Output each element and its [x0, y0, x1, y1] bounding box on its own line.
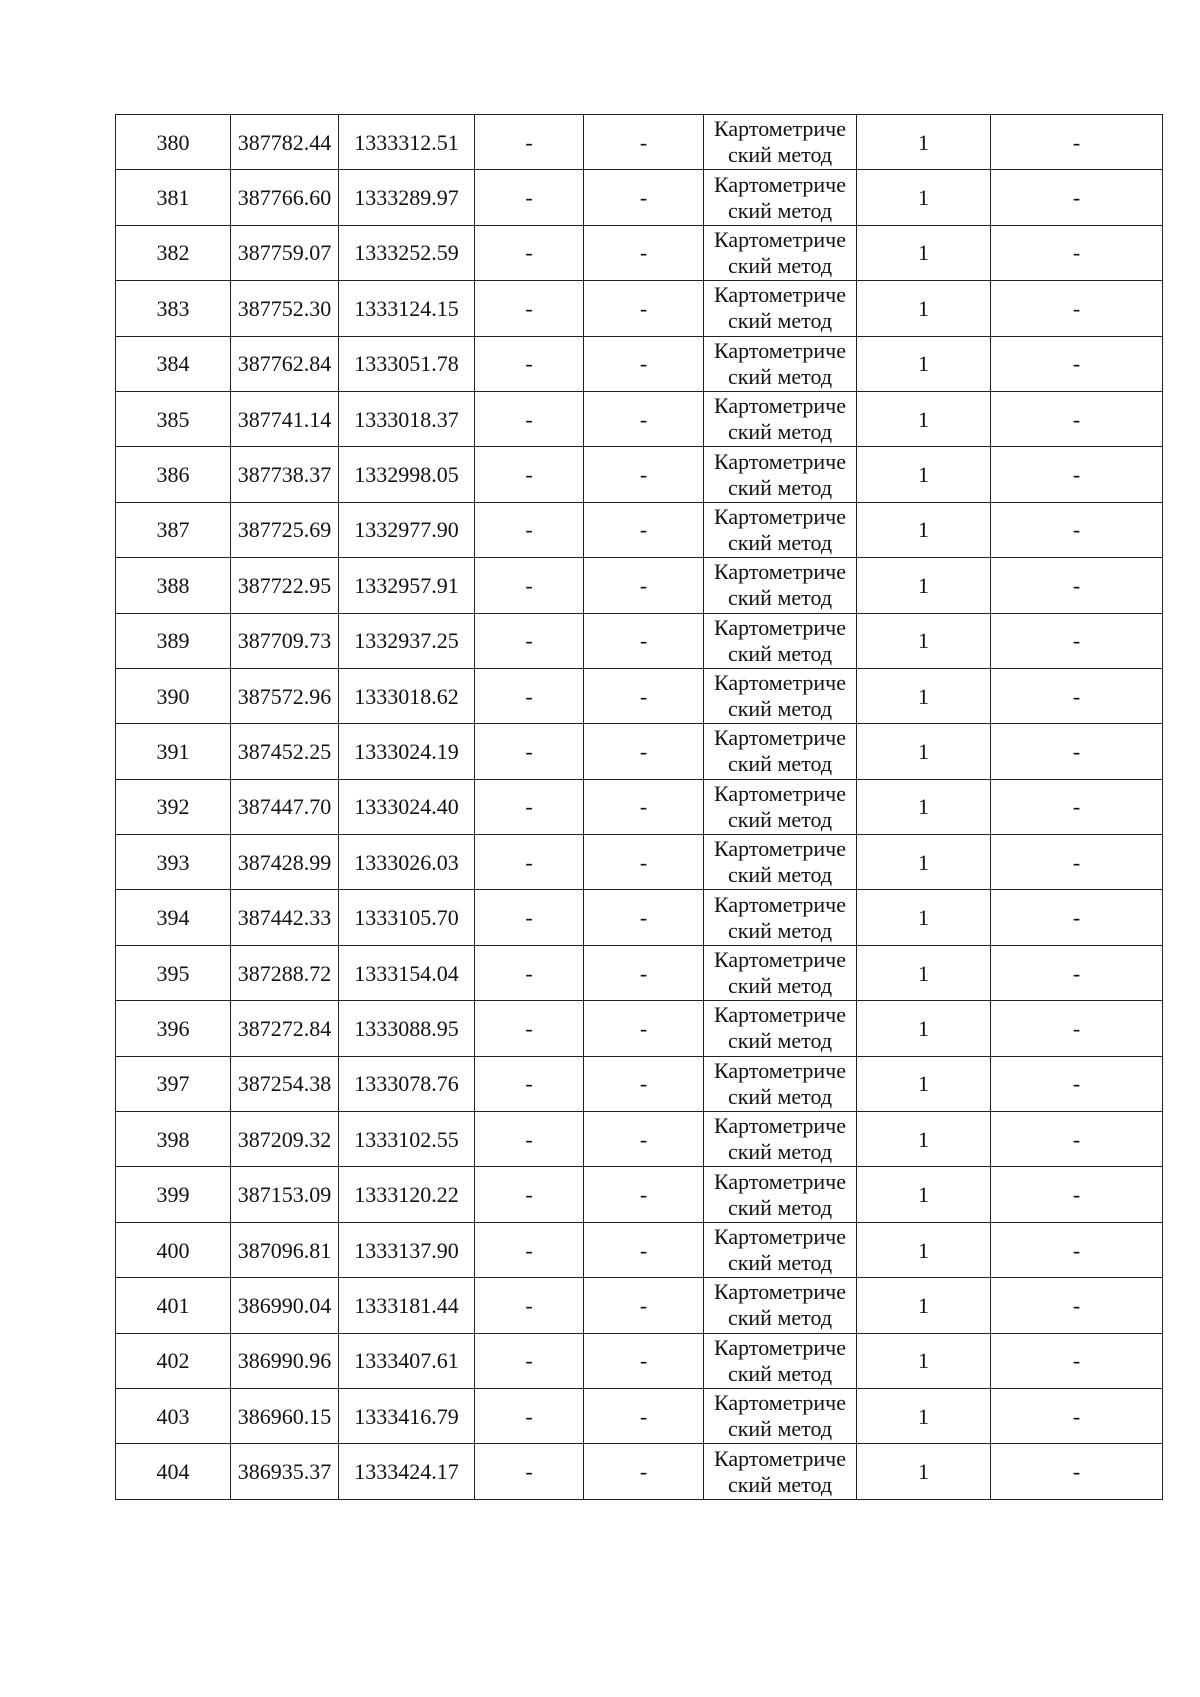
column-4-cell: - [475, 115, 584, 170]
method-line: Картометриче [714, 670, 846, 696]
method-cell [704, 1333, 857, 1388]
x-coordinate-cell: 386935.37 [231, 1444, 339, 1499]
column-4-cell: - [475, 447, 584, 502]
accuracy-cell: 1 [857, 170, 991, 225]
point-number-cell: 403 [116, 1388, 231, 1443]
accuracy-cell: 1 [857, 558, 991, 613]
x-coordinate-cell: 387153.09 [231, 1167, 339, 1222]
method-line: Картометриче [714, 282, 846, 308]
table-row [116, 502, 1163, 557]
column-4-cell: - [475, 170, 584, 225]
column-5-cell: - [584, 1333, 704, 1388]
method-line: Картометриче [714, 725, 846, 751]
column-5-cell: - [584, 225, 704, 280]
method-cell [704, 391, 857, 446]
method-line: ский метод [727, 197, 833, 223]
y-coordinate-cell: 1332998.05 [339, 447, 475, 502]
y-coordinate-cell: 1333124.15 [339, 281, 475, 336]
x-coordinate-cell: 387752.30 [231, 281, 339, 336]
method-line: Картометриче [714, 116, 846, 142]
column-8-cell: - [991, 170, 1163, 225]
method-line: Картометриче [714, 1002, 846, 1028]
column-4-cell: - [475, 558, 584, 613]
x-coordinate-cell: 387428.99 [231, 835, 339, 890]
x-coordinate-cell: 387782.44 [231, 115, 339, 170]
x-coordinate-cell: 387447.70 [231, 779, 339, 834]
column-5-cell: - [584, 945, 704, 1000]
method-cell [704, 1056, 857, 1111]
table-row [116, 170, 1163, 225]
x-coordinate-cell: 386990.04 [231, 1278, 339, 1333]
method-cell [704, 1444, 857, 1499]
column-5-cell: - [584, 890, 704, 945]
method-cell [704, 1167, 857, 1222]
method-cell [704, 613, 857, 668]
x-coordinate-cell: 386960.15 [231, 1388, 339, 1443]
accuracy-cell: 1 [857, 890, 991, 945]
x-coordinate-cell: 387096.81 [231, 1222, 339, 1277]
y-coordinate-cell: 1333407.61 [339, 1333, 475, 1388]
table-row [116, 558, 1163, 613]
column-4-cell: - [475, 668, 584, 723]
column-4-cell: - [475, 613, 584, 668]
column-4-cell: - [475, 890, 584, 945]
column-4-cell: - [475, 502, 584, 557]
accuracy-cell: 1 [857, 1444, 991, 1499]
table-row [116, 779, 1163, 834]
y-coordinate-cell: 1333088.95 [339, 1001, 475, 1056]
x-coordinate-cell: 387722.95 [231, 558, 339, 613]
accuracy-cell: 1 [857, 668, 991, 723]
method-line: Картометриче [714, 1390, 846, 1416]
accuracy-cell: 1 [857, 391, 991, 446]
column-5-cell: - [584, 668, 704, 723]
y-coordinate-cell: 1333154.04 [339, 945, 475, 1000]
column-8-cell: - [991, 835, 1163, 890]
accuracy-cell: 1 [857, 1388, 991, 1443]
column-4-cell: - [475, 391, 584, 446]
method-cell [704, 225, 857, 280]
x-coordinate-cell: 387209.32 [231, 1112, 339, 1167]
column-4-cell: - [475, 281, 584, 336]
column-8-cell: - [991, 1056, 1163, 1111]
column-8-cell: - [991, 1112, 1163, 1167]
column-4-cell: - [475, 724, 584, 779]
method-line: ский метод [727, 142, 833, 168]
accuracy-cell: 1 [857, 779, 991, 834]
column-4-cell: - [475, 945, 584, 1000]
method-line: ский метод [727, 1250, 833, 1275]
table-row [116, 115, 1163, 170]
method-line: ский метод [727, 862, 833, 888]
point-number-cell: 382 [116, 225, 231, 280]
accuracy-cell: 1 [857, 1278, 991, 1333]
column-4-cell: - [475, 336, 584, 391]
column-5-cell: - [584, 447, 704, 502]
x-coordinate-cell: 386990.96 [231, 1333, 339, 1388]
method-line: Картометриче [714, 780, 846, 806]
column-8-cell: - [991, 890, 1163, 945]
column-4-cell: - [475, 779, 584, 834]
table-body [116, 115, 1163, 1500]
x-coordinate-cell: 387725.69 [231, 502, 339, 557]
point-number-cell: 386 [116, 447, 231, 502]
column-8-cell: - [991, 225, 1163, 280]
y-coordinate-cell: 1333078.76 [339, 1056, 475, 1111]
point-number-cell: 393 [116, 835, 231, 890]
column-4-cell: - [475, 1001, 584, 1056]
y-coordinate-cell: 1333312.51 [339, 115, 475, 170]
column-5-cell: - [584, 170, 704, 225]
y-coordinate-cell: 1333181.44 [339, 1278, 475, 1333]
method-line: ский метод [727, 529, 833, 555]
method-line: Картометриче [714, 226, 846, 252]
column-8-cell: - [991, 1001, 1163, 1056]
column-8-cell: - [991, 1222, 1163, 1277]
column-5-cell: - [584, 724, 704, 779]
y-coordinate-cell: 1333051.78 [339, 336, 475, 391]
table-row [116, 1278, 1163, 1333]
column-5-cell: - [584, 336, 704, 391]
method-line: Картометриче [714, 503, 846, 529]
method-line: ский метод [727, 1028, 833, 1054]
point-number-cell: 385 [116, 391, 231, 446]
accuracy-cell: 1 [857, 1112, 991, 1167]
accuracy-cell: 1 [857, 1001, 991, 1056]
method-line: ский метод [727, 640, 833, 666]
method-line: ский метод [727, 973, 833, 999]
coordinates-table [115, 114, 1163, 1500]
column-4-cell: - [475, 1167, 584, 1222]
y-coordinate-cell: 1333105.70 [339, 890, 475, 945]
column-5-cell: - [584, 1056, 704, 1111]
method-cell [704, 945, 857, 1000]
column-5-cell: - [584, 1222, 704, 1277]
point-number-cell: 391 [116, 724, 231, 779]
table-row [116, 1112, 1163, 1167]
y-coordinate-cell: 1333018.62 [339, 668, 475, 723]
point-number-cell: 383 [116, 281, 231, 336]
point-number-cell: 398 [116, 1112, 231, 1167]
method-line: Картометриче [714, 171, 846, 197]
column-8-cell: - [991, 558, 1163, 613]
method-cell [704, 890, 857, 945]
method-line: ский метод [727, 1139, 833, 1165]
column-8-cell: - [991, 1444, 1163, 1499]
column-8-cell: - [991, 613, 1163, 668]
column-4-cell: - [475, 1333, 584, 1388]
column-4-cell: - [475, 835, 584, 890]
method-line: Картометриче [714, 1279, 846, 1305]
point-number-cell: 404 [116, 1444, 231, 1499]
accuracy-cell: 1 [857, 225, 991, 280]
point-number-cell: 381 [116, 170, 231, 225]
x-coordinate-cell: 387254.38 [231, 1056, 339, 1111]
table-row [116, 945, 1163, 1000]
method-cell [704, 835, 857, 890]
point-number-cell: 394 [116, 890, 231, 945]
accuracy-cell: 1 [857, 1167, 991, 1222]
table-row [116, 835, 1163, 890]
method-line: Картометриче [714, 1113, 846, 1139]
x-coordinate-cell: 387741.14 [231, 391, 339, 446]
column-5-cell: - [584, 779, 704, 834]
method-line: ский метод [727, 1305, 833, 1331]
y-coordinate-cell: 1333018.37 [339, 391, 475, 446]
method-cell [704, 281, 857, 336]
point-number-cell: 384 [116, 336, 231, 391]
column-5-cell: - [584, 502, 704, 557]
point-number-cell: 389 [116, 613, 231, 668]
method-cell [704, 558, 857, 613]
column-5-cell: - [584, 1001, 704, 1056]
accuracy-cell: 1 [857, 945, 991, 1000]
point-number-cell: 390 [116, 668, 231, 723]
point-number-cell: 396 [116, 1001, 231, 1056]
method-line: Картометриче [714, 836, 846, 862]
column-4-cell: - [475, 225, 584, 280]
method-line: ский метод [727, 252, 833, 278]
method-cell [704, 1388, 857, 1443]
column-8-cell: - [991, 1388, 1163, 1443]
y-coordinate-cell: 1333120.22 [339, 1167, 475, 1222]
y-coordinate-cell: 1333024.19 [339, 724, 475, 779]
table-row [116, 1167, 1163, 1222]
x-coordinate-cell: 387762.84 [231, 336, 339, 391]
accuracy-cell: 1 [857, 447, 991, 502]
method-line: Картометриче [714, 947, 846, 973]
column-8-cell: - [991, 336, 1163, 391]
method-line: ский метод [727, 419, 833, 445]
y-coordinate-cell: 1333416.79 [339, 1388, 475, 1443]
accuracy-cell: 1 [857, 1222, 991, 1277]
column-8-cell: - [991, 1278, 1163, 1333]
method-cell [704, 115, 857, 170]
point-number-cell: 387 [116, 502, 231, 557]
column-4-cell: - [475, 1388, 584, 1443]
table-row [116, 724, 1163, 779]
point-number-cell: 388 [116, 558, 231, 613]
y-coordinate-cell: 1333024.40 [339, 779, 475, 834]
y-coordinate-cell: 1332937.25 [339, 613, 475, 668]
column-5-cell: - [584, 1444, 704, 1499]
accuracy-cell: 1 [857, 281, 991, 336]
method-line: ский метод [727, 363, 833, 389]
method-line: ский метод [727, 1083, 833, 1109]
method-line: Картометриче [714, 448, 846, 474]
point-number-cell: 402 [116, 1333, 231, 1388]
accuracy-cell: 1 [857, 502, 991, 557]
x-coordinate-cell: 387572.96 [231, 668, 339, 723]
method-cell [704, 170, 857, 225]
method-line: ский метод [727, 1416, 833, 1442]
column-5-cell: - [584, 1112, 704, 1167]
table-row [116, 668, 1163, 723]
column-8-cell: - [991, 115, 1163, 170]
method-line: ский метод [727, 751, 833, 777]
point-number-cell: 397 [116, 1056, 231, 1111]
table-row [116, 225, 1163, 280]
table-row [116, 1001, 1163, 1056]
method-line: Картометриче [714, 1224, 846, 1249]
point-number-cell: 399 [116, 1167, 231, 1222]
column-4-cell: - [475, 1444, 584, 1499]
table-row [116, 1333, 1163, 1388]
method-line: Картометриче [714, 891, 846, 917]
column-8-cell: - [991, 1167, 1163, 1222]
method-cell [704, 336, 857, 391]
method-line: Картометриче [714, 1445, 846, 1471]
method-cell [704, 779, 857, 834]
table-row [116, 890, 1163, 945]
point-number-cell: 395 [116, 945, 231, 1000]
column-5-cell: - [584, 835, 704, 890]
method-cell [704, 1278, 857, 1333]
point-number-cell: 400 [116, 1222, 231, 1277]
method-line: Картометриче [714, 1334, 846, 1360]
y-coordinate-cell: 1333289.97 [339, 170, 475, 225]
table-row [116, 336, 1163, 391]
y-coordinate-cell: 1333252.59 [339, 225, 475, 280]
column-4-cell: - [475, 1056, 584, 1111]
method-cell [704, 1222, 857, 1277]
method-line: ский метод [727, 585, 833, 611]
method-line: ский метод [727, 1471, 833, 1497]
x-coordinate-cell: 387288.72 [231, 945, 339, 1000]
accuracy-cell: 1 [857, 336, 991, 391]
x-coordinate-cell: 387709.73 [231, 613, 339, 668]
x-coordinate-cell: 387766.60 [231, 170, 339, 225]
method-cell [704, 447, 857, 502]
column-8-cell: - [991, 502, 1163, 557]
y-coordinate-cell: 1333137.90 [339, 1222, 475, 1277]
method-cell [704, 724, 857, 779]
column-5-cell: - [584, 115, 704, 170]
method-line: ский метод [727, 1360, 833, 1386]
column-5-cell: - [584, 1167, 704, 1222]
column-8-cell: - [991, 779, 1163, 834]
method-line: Картометриче [714, 1168, 846, 1194]
table-row [116, 1444, 1163, 1499]
method-line: ский метод [727, 696, 833, 722]
accuracy-cell: 1 [857, 115, 991, 170]
column-4-cell: - [475, 1222, 584, 1277]
method-line: ский метод [727, 474, 833, 500]
column-8-cell: - [991, 668, 1163, 723]
point-number-cell: 392 [116, 779, 231, 834]
method-line: ский метод [727, 1194, 833, 1220]
table-row [116, 1388, 1163, 1443]
table-row [116, 1056, 1163, 1111]
table-row [116, 447, 1163, 502]
accuracy-cell: 1 [857, 613, 991, 668]
column-4-cell: - [475, 1278, 584, 1333]
y-coordinate-cell: 1333424.17 [339, 1444, 475, 1499]
method-cell [704, 668, 857, 723]
x-coordinate-cell: 387272.84 [231, 1001, 339, 1056]
column-8-cell: - [991, 447, 1163, 502]
table-row [116, 613, 1163, 668]
column-8-cell: - [991, 945, 1163, 1000]
column-5-cell: - [584, 391, 704, 446]
point-number-cell: 380 [116, 115, 231, 170]
method-line: Картометриче [714, 393, 846, 419]
method-cell [704, 1001, 857, 1056]
y-coordinate-cell: 1333026.03 [339, 835, 475, 890]
column-4-cell: - [475, 1112, 584, 1167]
point-number-cell: 401 [116, 1278, 231, 1333]
method-line: Картометриче [714, 337, 846, 363]
method-line: ский метод [727, 917, 833, 943]
column-8-cell: - [991, 1333, 1163, 1388]
method-cell [704, 1112, 857, 1167]
column-5-cell: - [584, 558, 704, 613]
x-coordinate-cell: 387452.25 [231, 724, 339, 779]
table-row [116, 1222, 1163, 1277]
accuracy-cell: 1 [857, 835, 991, 890]
accuracy-cell: 1 [857, 724, 991, 779]
method-line: Картометриче [714, 614, 846, 640]
accuracy-cell: 1 [857, 1333, 991, 1388]
accuracy-cell: 1 [857, 1056, 991, 1111]
column-5-cell: - [584, 613, 704, 668]
method-line: ский метод [727, 308, 833, 334]
y-coordinate-cell: 1332957.91 [339, 558, 475, 613]
method-cell [704, 502, 857, 557]
column-8-cell: - [991, 391, 1163, 446]
x-coordinate-cell: 387738.37 [231, 447, 339, 502]
table-row [116, 281, 1163, 336]
x-coordinate-cell: 387759.07 [231, 225, 339, 280]
y-coordinate-cell: 1333102.55 [339, 1112, 475, 1167]
column-5-cell: - [584, 1388, 704, 1443]
column-8-cell: - [991, 724, 1163, 779]
y-coordinate-cell: 1332977.90 [339, 502, 475, 557]
table-row [116, 391, 1163, 446]
method-line: Картометриче [714, 559, 846, 585]
column-5-cell: - [584, 281, 704, 336]
column-5-cell: - [584, 1278, 704, 1333]
method-line: Картометриче [714, 1057, 846, 1083]
method-line: ский метод [727, 806, 833, 832]
column-8-cell: - [991, 281, 1163, 336]
x-coordinate-cell: 387442.33 [231, 890, 339, 945]
